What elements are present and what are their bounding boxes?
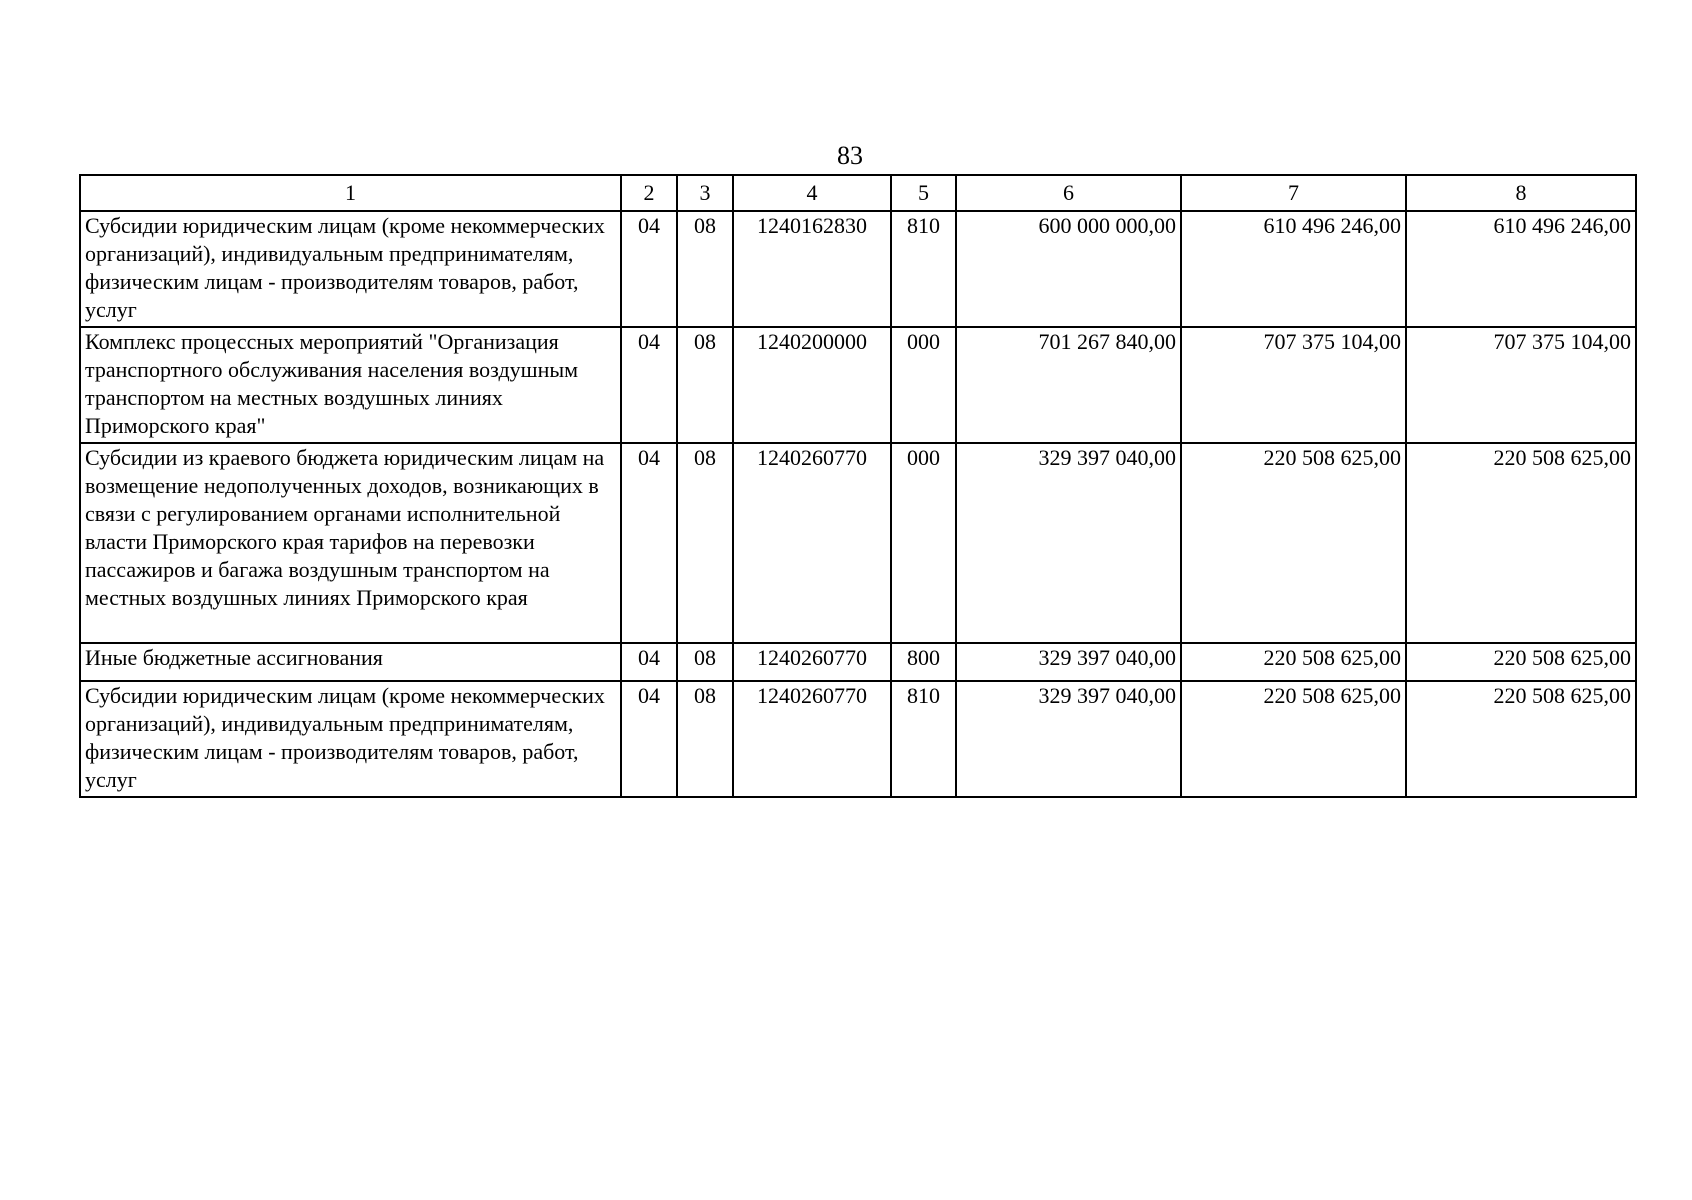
amount-col6: 600 000 000,00 [956,211,1181,327]
column-header: 5 [891,175,956,211]
amount-col7: 220 508 625,00 [1181,681,1406,797]
column-header: 1 [80,175,621,211]
table-row [80,643,1636,681]
target-code: 1240260770 [733,681,891,797]
amount-col8: 220 508 625,00 [1406,681,1636,797]
section-code: 04 [621,327,677,443]
type-code: 000 [891,327,956,443]
target-code: 1240260770 [733,443,891,643]
section-code: 04 [621,681,677,797]
type-code: 000 [891,443,956,643]
subsection-code: 08 [677,211,733,327]
row-description: Иные бюджетные ассигнования [80,643,621,681]
header-row [80,175,1636,211]
column-header: 3 [677,175,733,211]
amount-col7: 220 508 625,00 [1181,643,1406,681]
column-header: 2 [621,175,677,211]
type-code: 810 [891,681,956,797]
row-description: Субсидии юридическим лицам (кроме некоммерческих организаций), индивидуальным предпринимателям, физическим лицам - производителям товаров, работ, услуг [80,211,621,327]
amount-col8: 220 508 625,00 [1406,443,1636,643]
column-header: 8 [1406,175,1636,211]
column-header: 7 [1181,175,1406,211]
amount-col6: 701 267 840,00 [956,327,1181,443]
target-code: 1240260770 [733,643,891,681]
subsection-code: 08 [677,443,733,643]
target-code: 1240162830 [733,211,891,327]
target-code: 1240200000 [733,327,891,443]
type-code: 800 [891,643,956,681]
subsection-code: 08 [677,681,733,797]
column-header: 6 [956,175,1181,211]
type-code: 810 [891,211,956,327]
amount-col6: 329 397 040,00 [956,681,1181,797]
table-row [80,211,1636,327]
table-row [80,443,1636,643]
section-code: 04 [621,211,677,327]
column-header: 4 [733,175,891,211]
amount-col7: 220 508 625,00 [1181,443,1406,643]
amount-col7: 610 496 246,00 [1181,211,1406,327]
row-description: Комплекс процессных мероприятий "Организация транспортного обслуживания населения воздушным транспортом на местных воздушных линиях Приморского края" [80,327,621,443]
subsection-code: 08 [677,327,733,443]
amount-col8: 707 375 104,00 [1406,327,1636,443]
amount-col6: 329 397 040,00 [956,443,1181,643]
section-code: 04 [621,443,677,643]
table-row [80,327,1636,443]
subsection-code: 08 [677,643,733,681]
section-code: 04 [621,643,677,681]
amount-col6: 329 397 040,00 [956,643,1181,681]
row-description: Субсидии из краевого бюджета юридическим лицам на возмещение недополученных доходов, возникающих в связи с регулированием органами исполнительной власти Приморского края тарифов на перевозки пассажиров и багажа воздушным транспортом на местных воздушных линиях Приморского края [80,443,621,643]
table-row [80,681,1636,797]
amount-col8: 220 508 625,00 [1406,643,1636,681]
page-number: 83 [837,141,863,170]
amount-col7: 707 375 104,00 [1181,327,1406,443]
row-description: Субсидии юридическим лицам (кроме некоммерческих организаций), индивидуальным предпринимателям, физическим лицам - производителям товаров, работ, услуг [80,681,621,797]
budget-table [79,174,1637,798]
amount-col8: 610 496 246,00 [1406,211,1636,327]
